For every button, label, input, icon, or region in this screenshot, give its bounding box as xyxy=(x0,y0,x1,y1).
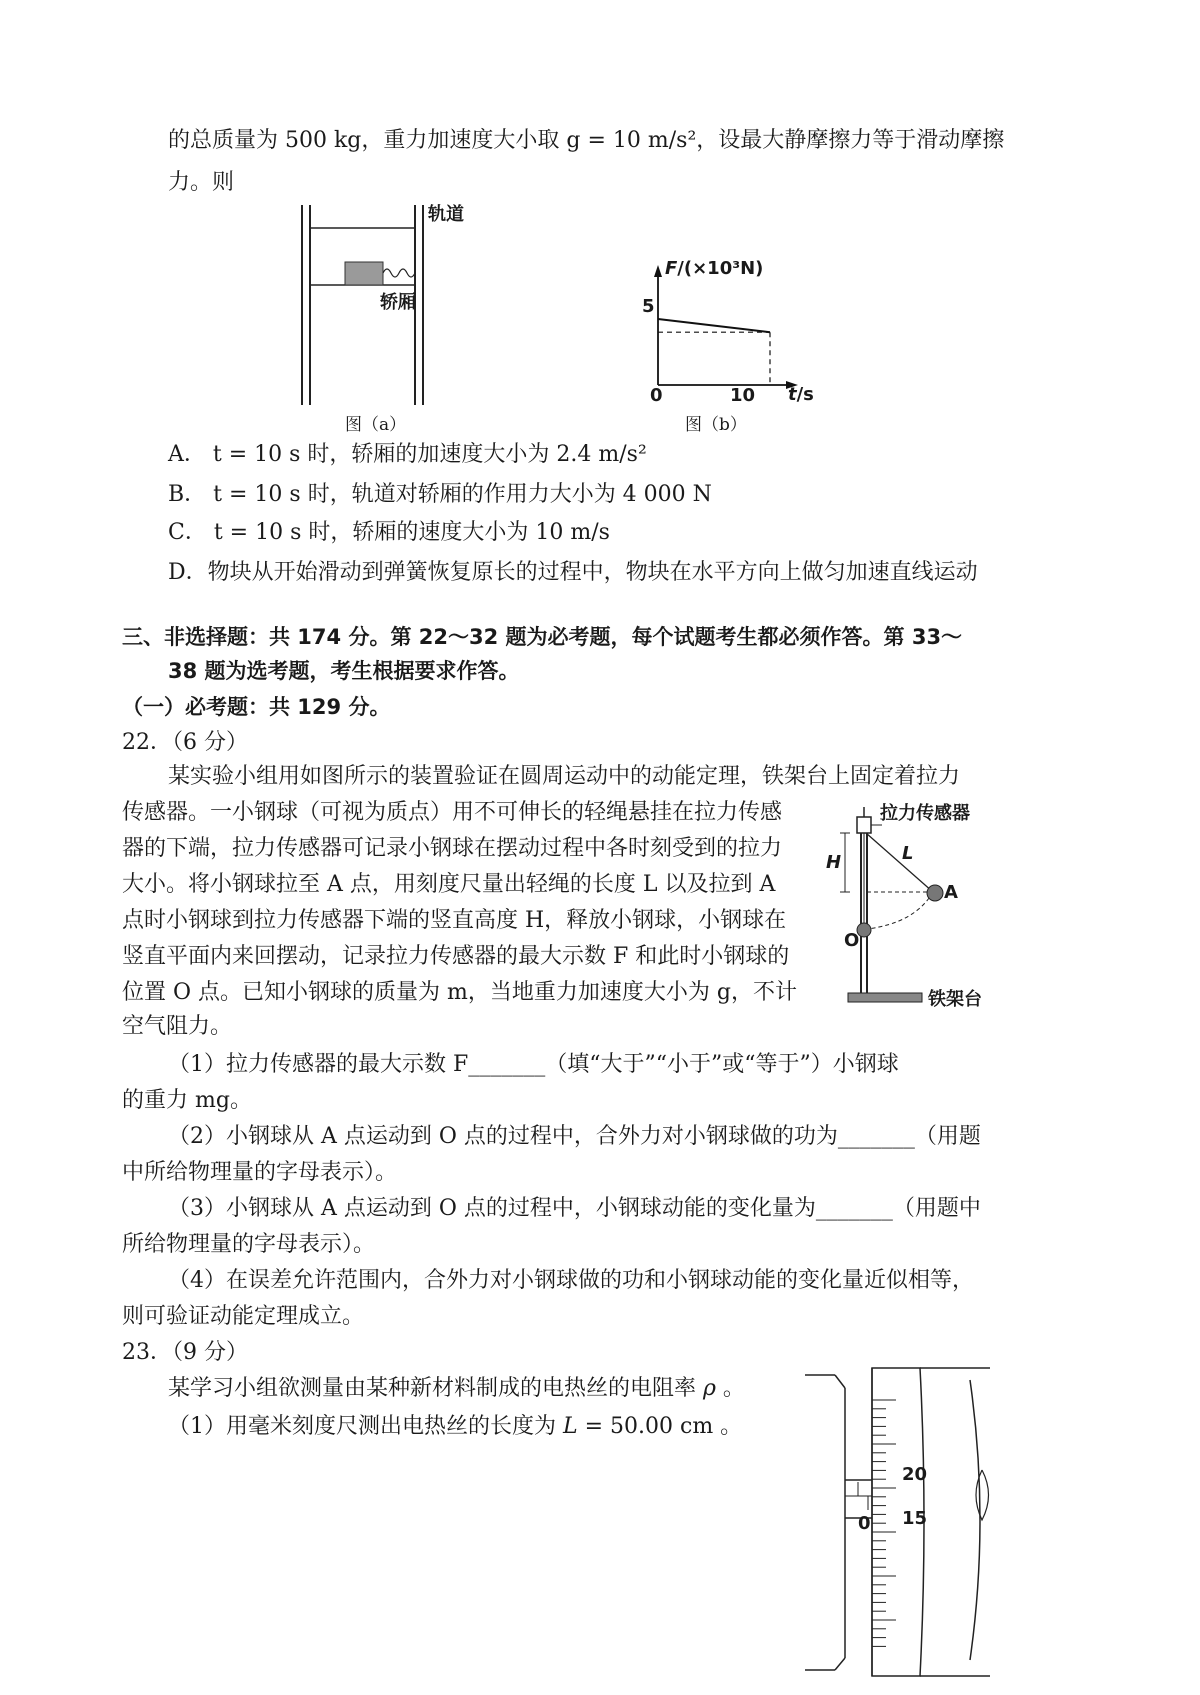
point-a-label: A xyxy=(944,882,958,903)
car-label: 轿厢 xyxy=(380,292,416,313)
track-label: 轨道 xyxy=(428,204,464,225)
section3-subheading: （一）必考题：共 129 分。 xyxy=(122,695,391,719)
q22-p7: 位置 O 点。已知小钢球的质量为 m，当地重力加速度大小为 g，不计 xyxy=(122,980,797,1005)
string-to-a xyxy=(866,833,933,892)
q22-s2a: （2）小钢球从 A 点运动到 O 点的过程中，合外力对小钢球做的功为_______（用题 xyxy=(168,1124,981,1149)
pendulum-diagram xyxy=(820,795,1020,1020)
point-o-label: O xyxy=(844,930,860,951)
q22-p1: 某实验小组用如图所示的装置验证在圆周运动中的动能定理，铁架台上固定着拉力 xyxy=(168,764,961,789)
q22-p8: 空气阻力。 xyxy=(122,1014,233,1039)
force-line xyxy=(658,319,770,332)
q22-s3a: （3）小钢球从 A 点运动到 O 点的过程中，小钢球动能的变化量为_______（用题中 xyxy=(168,1196,981,1221)
q22-p6: 竖直平面内来回摆动，记录拉力传感器的最大示数 F 和此时小钢球的 xyxy=(122,944,790,969)
swing-arc xyxy=(867,892,933,929)
block xyxy=(345,262,383,285)
x-axis-label: t/s xyxy=(788,384,814,405)
option-a: A． t = 10 s 时，轿厢的加速度大小为 2.4 m/s² xyxy=(168,442,647,467)
q22-s1a: （1）拉力传感器的最大示数 F_______（填“大于”“小于”或“等于”）小钢球 xyxy=(168,1052,899,1077)
micrometer-15: 15 xyxy=(902,1508,928,1529)
micrometer-diagram xyxy=(800,1360,1000,1680)
intro-line-1: 的总质量为 500 kg，重力加速度大小取 g = 10 m/s²，设最大静摩擦力等于滑动摩擦 xyxy=(168,128,1005,153)
q23-p1: 某学习小组欲测量由某种新材料制成的电热丝的电阻率 ρ 。 xyxy=(168,1376,745,1401)
origin-label: 0 xyxy=(650,385,663,406)
q22-s1b: 的重力 mg。 xyxy=(122,1088,252,1113)
q22-p5: 点时小钢球到拉力传感器下端的竖直高度 H，释放小钢球，小钢球在 xyxy=(122,908,787,933)
h-label: H xyxy=(826,852,842,873)
force-sensor xyxy=(857,817,871,833)
ball-a xyxy=(927,885,943,901)
q22-s4b: 则可验证动能定理成立。 xyxy=(122,1304,365,1329)
y-axis-arrow xyxy=(654,265,662,277)
option-d: D．物块从开始滑动到弹簧恢复原长的过程中，物块在水平方向上做匀加速直线运动 xyxy=(168,560,978,585)
q22-p3: 器的下端，拉力传感器可记录小钢球在摆动过程中各时刻受到的拉力 xyxy=(122,836,783,861)
option-b: B． t = 10 s 时，轨道对轿厢的作用力大小为 4 000 N xyxy=(168,482,712,507)
y-tick-5: 5 xyxy=(642,296,655,317)
stand-base xyxy=(848,993,922,1002)
l-label: L xyxy=(902,843,914,864)
q23-number: 23．（9 分） xyxy=(122,1340,248,1365)
figure-b-caption: 图（b） xyxy=(685,415,747,435)
q22-s4a: （4）在误差允许范围内，合外力对小钢球做的功和小钢球动能的变化量近似相等， xyxy=(168,1268,974,1293)
stand-label: 铁架台 xyxy=(928,989,982,1010)
y-axis-label: F/(×10³N) xyxy=(665,258,764,279)
intro-line-2: 力。则 xyxy=(168,170,235,195)
micrometer-0: 0 xyxy=(858,1513,871,1534)
option-c: C． t = 10 s 时，轿厢的速度大小为 10 m/s xyxy=(168,520,610,545)
q22-s2b: 中所给物理量的字母表示）。 xyxy=(122,1160,398,1185)
spring xyxy=(383,269,415,277)
q22-number: 22．（6 分） xyxy=(122,730,248,755)
sensor-label: 拉力传感器 xyxy=(880,803,970,824)
q22-s3b: 所给物理量的字母表示）。 xyxy=(122,1232,376,1257)
figure-a-caption: 图（a） xyxy=(345,415,407,435)
q22-p4: 大小。将小钢球拉至 A 点，用刻度尺量出轻绳的长度 L 以及拉到 A xyxy=(122,872,776,897)
q22-p2: 传感器。一小钢球（可视为质点）用不可伸长的轻绳悬挂在拉力传感 xyxy=(122,800,783,825)
micrometer-20: 20 xyxy=(902,1464,928,1485)
section3-heading-1: 三、非选择题：共 174 分。第 22～32 题为必考题，每个试题考生都必须作答。第 33～ xyxy=(122,625,963,649)
section3-heading-2: 38 题为选考题，考生根据要求作答。 xyxy=(168,659,520,683)
x-tick-10: 10 xyxy=(730,385,756,406)
q23-s1: （1）用毫米刻度尺测出电热丝的长度为 L = 50.00 cm 。 xyxy=(168,1414,743,1439)
